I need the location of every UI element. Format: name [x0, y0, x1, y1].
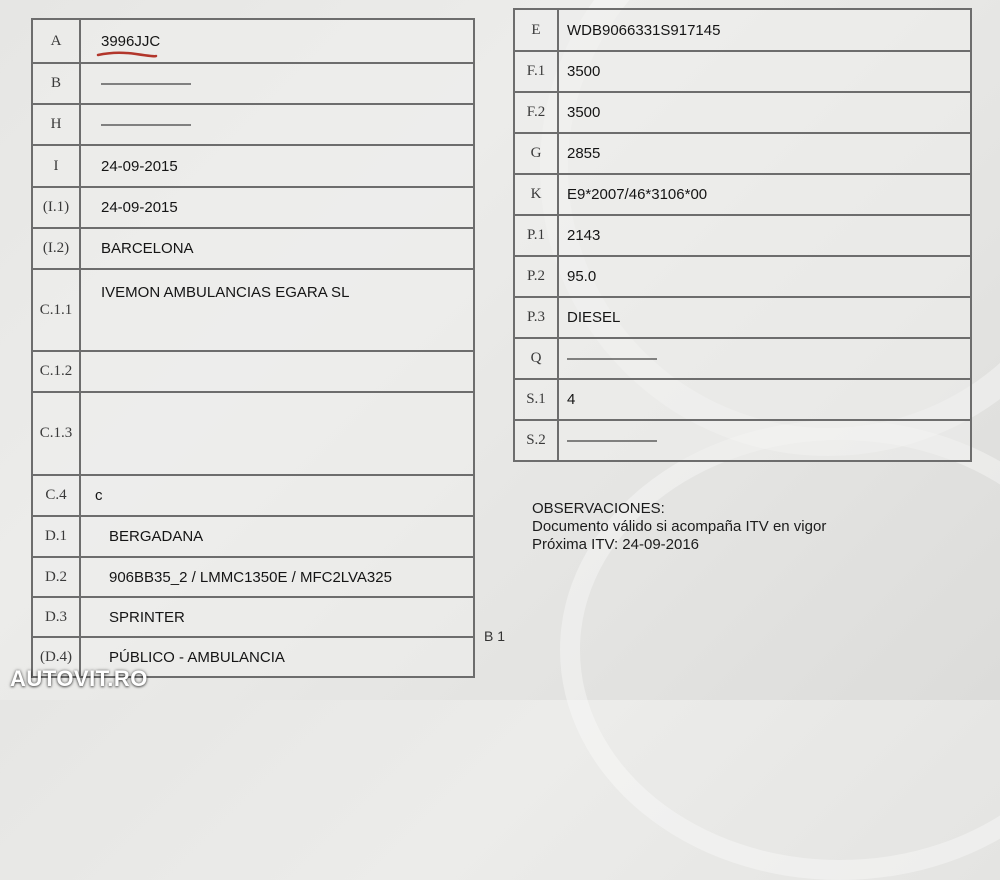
- field-code: D.3: [32, 597, 80, 637]
- field-code: G: [514, 133, 558, 174]
- field-code: P.3: [514, 297, 558, 338]
- field-value: 24-09-2015: [80, 145, 474, 187]
- field-value: 95.0: [558, 256, 971, 297]
- field-value: SPRINTER: [80, 597, 474, 637]
- field-code: C.1.2: [32, 351, 80, 392]
- table-row: [514, 9, 971, 51]
- field-value: ——————: [80, 63, 474, 104]
- table-row: [514, 297, 971, 338]
- table-row: [32, 392, 474, 475]
- field-value: ——————: [80, 104, 474, 145]
- table-row: [32, 351, 474, 392]
- field-code: I: [32, 145, 80, 187]
- field-code: H: [32, 104, 80, 145]
- right-data-table: [513, 8, 972, 462]
- table-row: [514, 51, 971, 92]
- table-row: [32, 104, 474, 145]
- field-value: 3500: [558, 92, 971, 133]
- field-code: S.2: [514, 420, 558, 461]
- table-row: [32, 557, 474, 597]
- field-value: IVEMON AMBULANCIAS EGARA SL: [80, 269, 474, 351]
- field-code: A: [32, 19, 80, 63]
- table-row: [32, 228, 474, 269]
- observations-line-2: Próxima ITV: 24-09-2016: [532, 536, 700, 553]
- field-value: 4: [558, 379, 971, 420]
- field-value: ——————: [558, 338, 971, 379]
- field-code: B: [32, 63, 80, 104]
- table-row: [514, 133, 971, 174]
- plate-number: 3996JJC: [101, 32, 161, 50]
- observations-heading: OBSERVACIONES:: [532, 500, 665, 517]
- field-code: C.1.1: [32, 269, 80, 351]
- field-code: (D.4): [32, 637, 80, 677]
- table-row: [514, 338, 971, 379]
- table-row: [514, 92, 971, 133]
- field-code: Q: [514, 338, 558, 379]
- field-code: S.1: [514, 379, 558, 420]
- field-value: 3500: [558, 51, 971, 92]
- field-code: P.1: [514, 215, 558, 256]
- table-row: [32, 63, 474, 104]
- field-code: (I.2): [32, 228, 80, 269]
- background-watermark: [560, 420, 1000, 880]
- table-row: [514, 379, 971, 420]
- field-code: C.1.3: [32, 392, 80, 475]
- field-code: E: [514, 9, 558, 51]
- autovit-watermark-logo: AUTOVIT.RO: [10, 666, 148, 691]
- table-row: [32, 516, 474, 557]
- field-value: 24-09-2015: [80, 187, 474, 228]
- field-value: E9*2007/46*3106*00: [558, 174, 971, 215]
- field-value: 906BB35_2 / LMMC1350E / MFC2LVA325: [80, 557, 474, 597]
- table-row: [514, 420, 971, 461]
- left-data-table: [31, 18, 475, 678]
- table-row: [32, 597, 474, 637]
- table-row: [32, 269, 474, 351]
- field-code: K: [514, 174, 558, 215]
- field-value: 2855: [558, 133, 971, 174]
- handwritten-underline-mark: [96, 50, 158, 58]
- table-row: [514, 256, 971, 297]
- table-row: [32, 145, 474, 187]
- field-value: DIESEL: [558, 297, 971, 338]
- field-code: C.4: [32, 475, 80, 516]
- field-code: D.2: [32, 557, 80, 597]
- field-value: BARCELONA: [80, 228, 474, 269]
- field-value: BERGADANA: [80, 516, 474, 557]
- b1-label: B 1: [484, 628, 506, 644]
- field-code: F.2: [514, 92, 558, 133]
- field-value: [80, 392, 474, 475]
- field-code: F.1: [514, 51, 558, 92]
- table-row: [514, 174, 971, 215]
- field-value: ——————: [558, 420, 971, 461]
- observations-line-1: Documento válido si acompaña ITV en vigor: [532, 518, 827, 535]
- field-value: c: [80, 475, 474, 516]
- field-value: WDB9066331S917145: [558, 9, 971, 51]
- observations-block: [532, 500, 826, 554]
- field-code: (I.1): [32, 187, 80, 228]
- table-row: [32, 475, 474, 516]
- field-value: 2143: [558, 215, 971, 256]
- field-value: [80, 351, 474, 392]
- field-code: D.1: [32, 516, 80, 557]
- field-value: PÚBLICO - AMBULANCIA: [80, 637, 474, 677]
- table-row: [514, 215, 971, 256]
- field-code: P.2: [514, 256, 558, 297]
- table-row: [32, 187, 474, 228]
